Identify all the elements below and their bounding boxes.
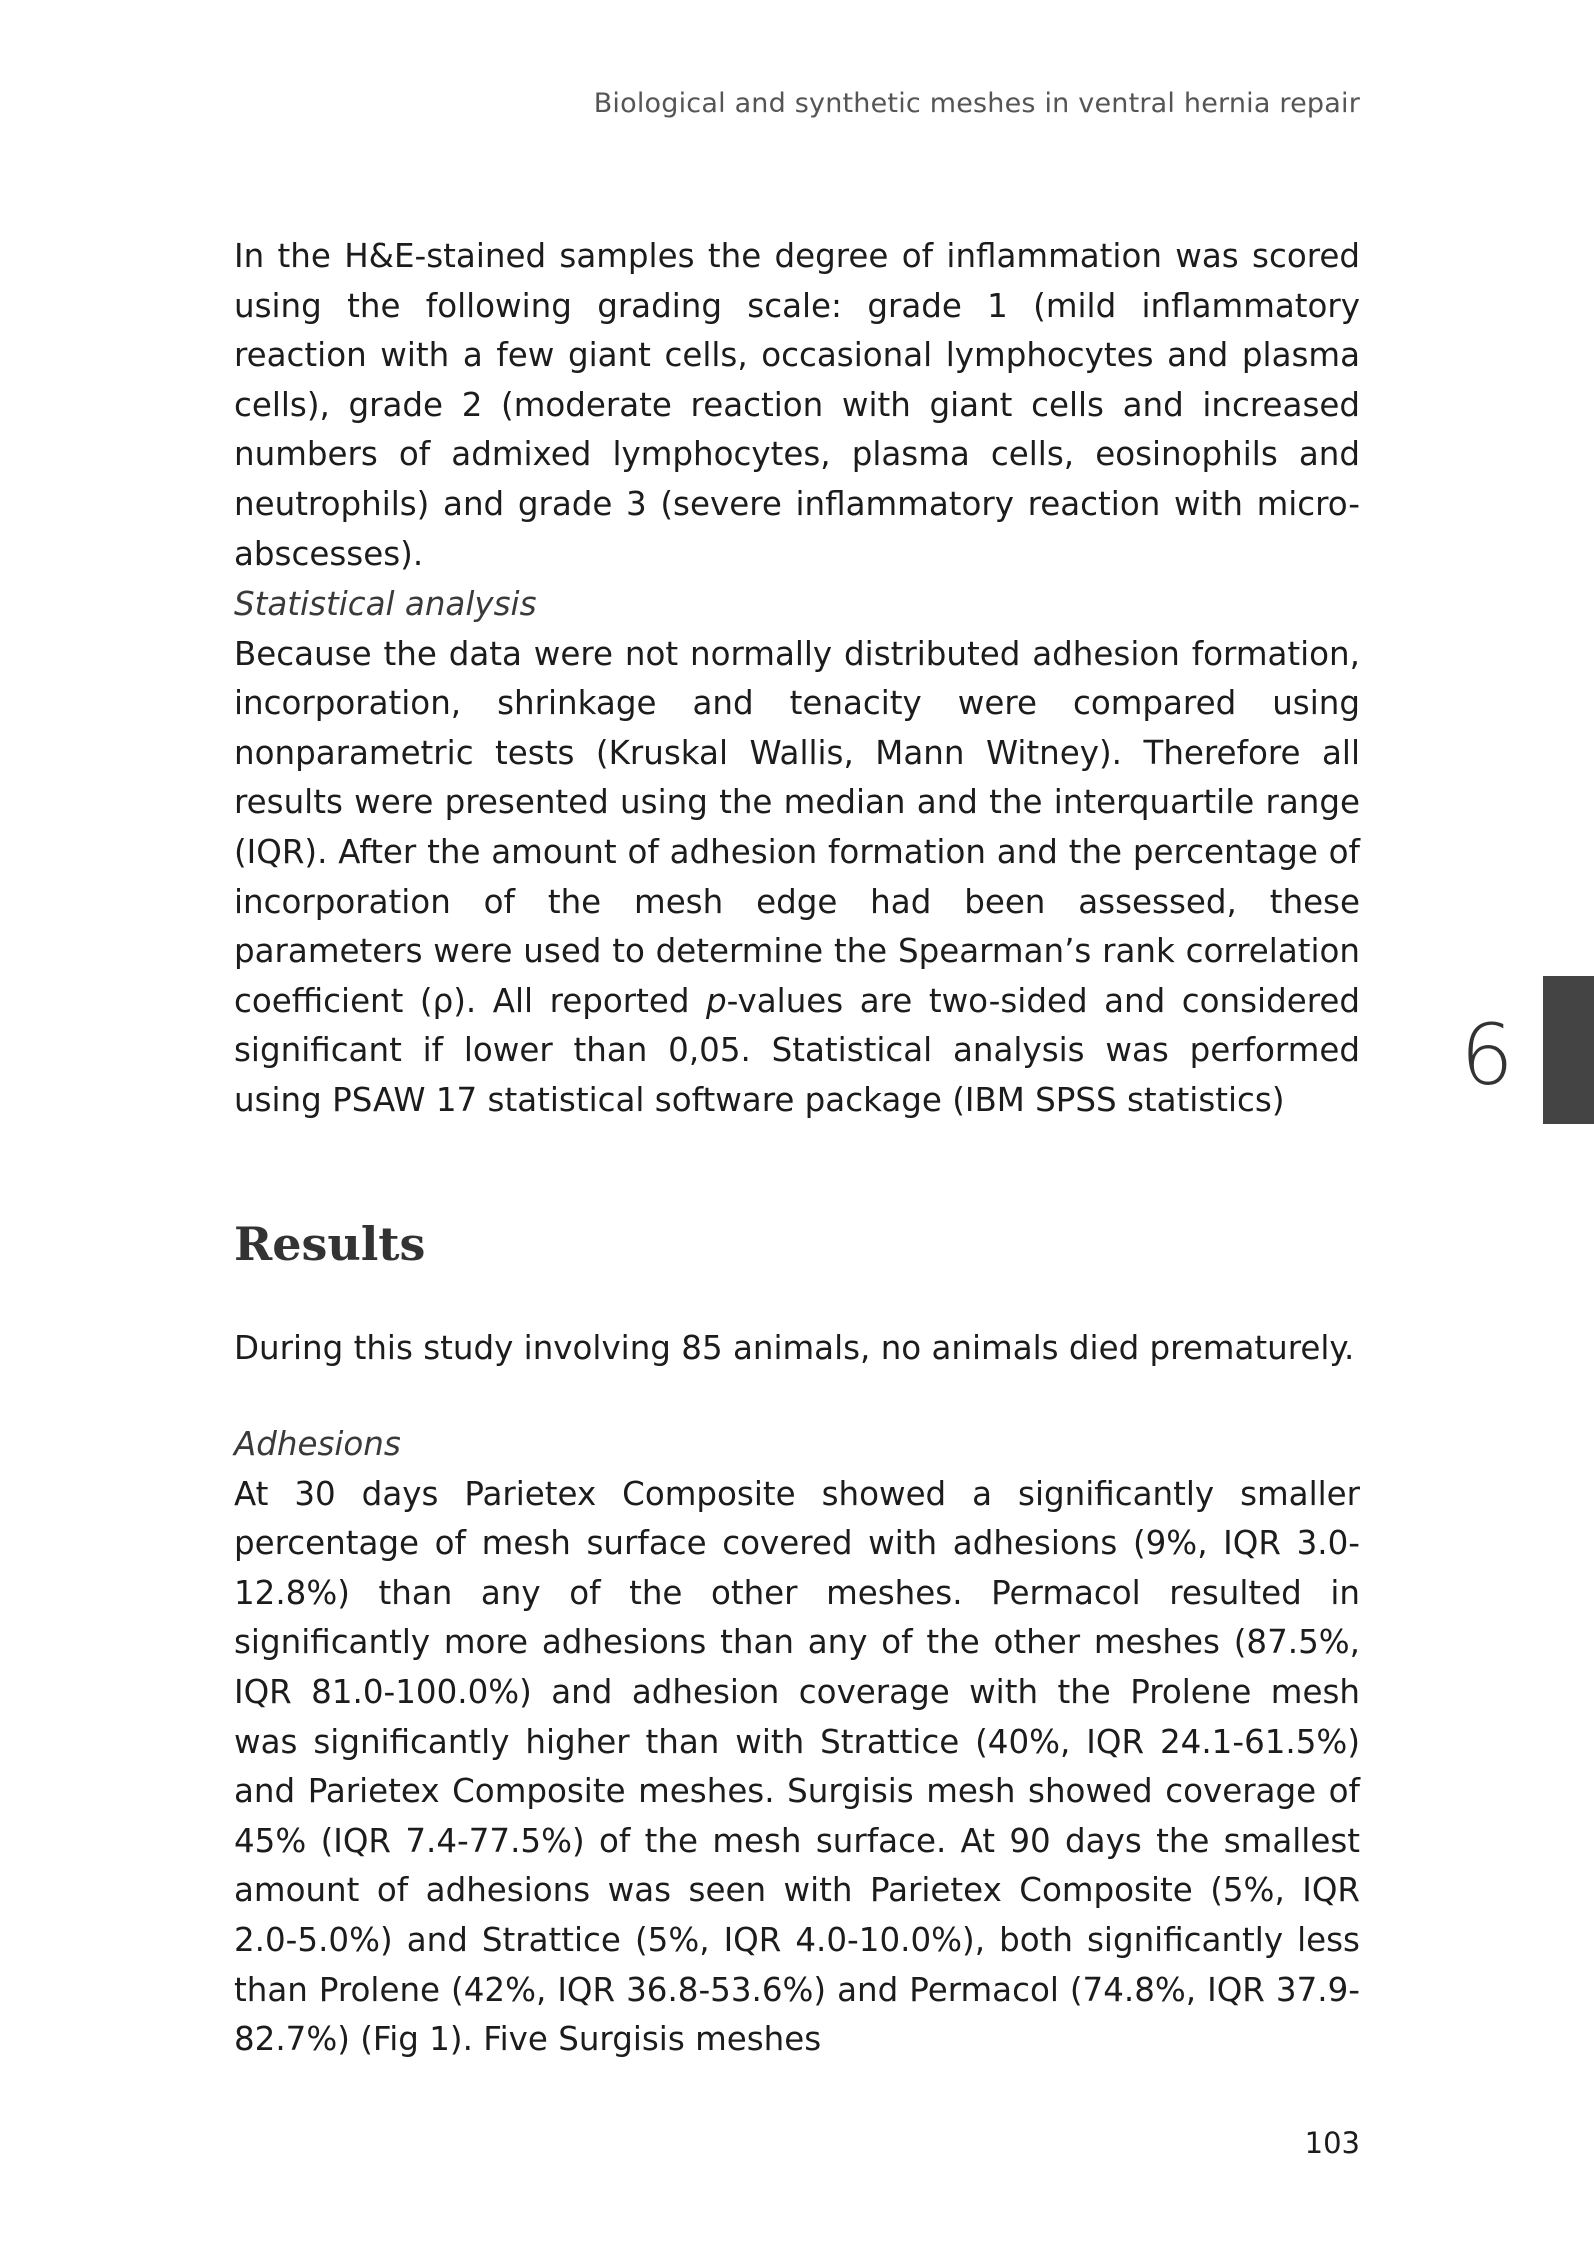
results-heading-block (234, 1214, 1360, 1274)
adhesions-paragraph: At 30 days Parietex Composite showed a significantly smaller percentage of mesh surface covered with adhesions (9%, IQR 3.0-12.8%) than any of the other meshes. Permacol resulted in significantly more adhesions than any of the other meshes (87.5%, IQR 81.0-100.0%) and adhesion coverage with the Prolene mesh was significantly higher than with Strattice (40%, IQR 24.1-61.5%) and Parietex Composite meshes. Surgisis mesh showed coverage of 45% (IQR 7.4-77.5%) of the mesh surface. At 90 days the smallest amount of adhesions was seen with Parietex Composite (5%, IQR 2.0-5.0%) and Strattice (5%, IQR 4.0-10.0%), both significantly less than Prolene (42%, IQR 36.8-53.6%) and Permacol (74.8%, IQR 37.9-82.7%) (Fig 1). Five Surgisis meshes (234, 1474, 1360, 2059)
results-intro-paragraph: During this study involving 85 animals, no animals died prematurely. (234, 1329, 1355, 1367)
adhesions-section (234, 1420, 1360, 2065)
results-heading: Results (234, 1217, 426, 1271)
chapter-number: 6 (1460, 1006, 1514, 1104)
page-number: 103 (1304, 2126, 1360, 2160)
adhesions-heading: Adhesions (234, 1425, 401, 1463)
grading-paragraph: In the H&E-stained samples the degree of inflammation was scored using the following grading scale: grade 1 (mild inflammatory reaction with a few giant cells, occasional lymphocytes and plasma cells), grade 2 (moderate reaction with giant cells and increased numbers of admixed lymphocytes, plasma cells, eosinophils and neutrophils) and grade 3 (severe inflammatory reaction with micro-abscesses). (234, 237, 1360, 573)
statistical-analysis-paragraph (234, 630, 1360, 1126)
statistical-analysis-section (234, 580, 1360, 1126)
stats-text-part1: Because the data were not normally distributed adhesion formation, incorporation, shrinkage and tenacity were compared using nonparametric tests (Kruskal Wallis, Mann Witney). Therefore all results were presented using the median and the interquartile range (IQR). After the amount of adhesion formation and the percentage of incorporation of the mesh edge had been assessed, these parameters were used to determine the Spearman’s rank correlation coefficient (ρ). All reported (234, 634, 1360, 1020)
statistical-analysis-heading: Statistical analysis (234, 585, 537, 623)
results-intro-block (234, 1324, 1360, 1374)
stats-text-part2: -values are two-sided and considered significant if lower than 0,05. Statistical analysis was performed using PSAW 17 statistical software package (IBM SPSS statistics) (234, 981, 1360, 1119)
grading-paragraph-block (234, 232, 1360, 579)
chapter-tab (1543, 976, 1594, 1124)
running-head: Biological and synthetic meshes in ventral hernia repair (593, 88, 1360, 119)
p-italic: p (706, 981, 727, 1020)
